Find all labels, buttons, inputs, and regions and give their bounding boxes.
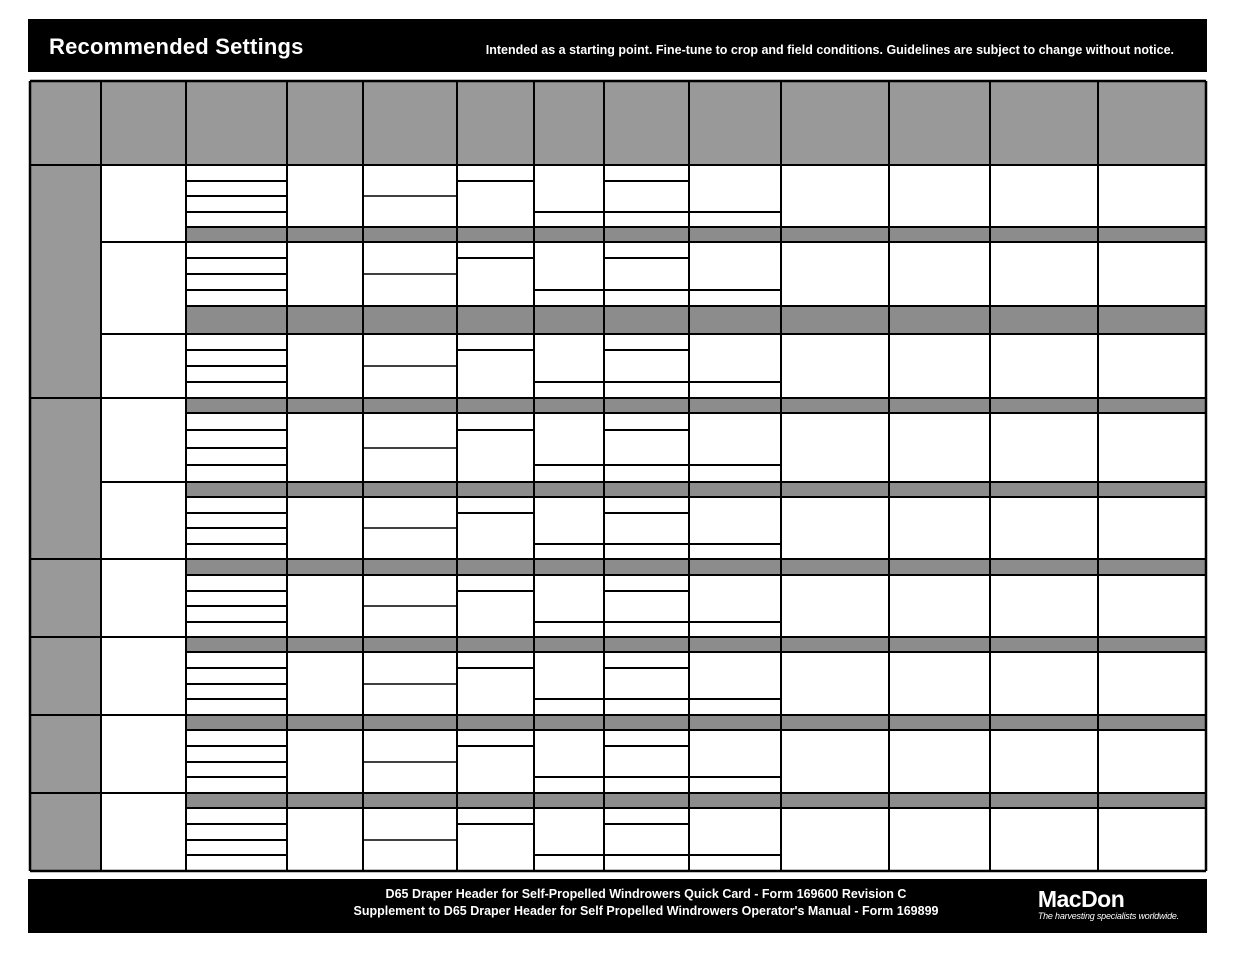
brand-tagline: The harvesting specialists worldwide. [1037, 911, 1179, 921]
column-header-cell [186, 81, 287, 165]
column-header-cell [689, 81, 781, 165]
column-header-cell [30, 81, 101, 165]
gray-band [186, 793, 1206, 808]
gray-band [186, 227, 1206, 242]
column-header-cell [363, 81, 457, 165]
column-header-cell [990, 81, 1098, 165]
gray-band [186, 482, 1206, 497]
footer-bar [28, 879, 1207, 933]
gray-band [186, 398, 1206, 413]
gray-band [186, 306, 1206, 334]
grid-background [30, 81, 1206, 871]
gray-band [186, 559, 1206, 575]
column-header-cell [889, 81, 990, 165]
column-header-cell [781, 81, 889, 165]
crop-column-cell [30, 165, 101, 871]
column-header-cell [604, 81, 689, 165]
gray-band [186, 715, 1206, 730]
page-subtitle: Intended as a starting point. Fine-tune to crop and field conditions. Guidelines are subject to change without notice. [485, 43, 1174, 57]
column-header-cell [101, 81, 186, 165]
column-header-cell [1098, 81, 1206, 165]
page-title: Recommended Settings [49, 34, 304, 59]
macdon-logo [1038, 887, 1179, 921]
footer-manual-reference: Supplement to D65 Draper Header for Self Propelled Windrowers Operator's Manual - Form 169899 [353, 904, 939, 918]
column-header-cell [534, 81, 604, 165]
column-header-cell [457, 81, 534, 165]
column-header-cell [287, 81, 363, 165]
footer-form-title: D65 Draper Header for Self-Propelled Windrowers Quick Card - Form 169600 Revision C [385, 887, 907, 901]
brand-name: MacDon [1037, 886, 1125, 912]
gray-band [186, 637, 1206, 652]
